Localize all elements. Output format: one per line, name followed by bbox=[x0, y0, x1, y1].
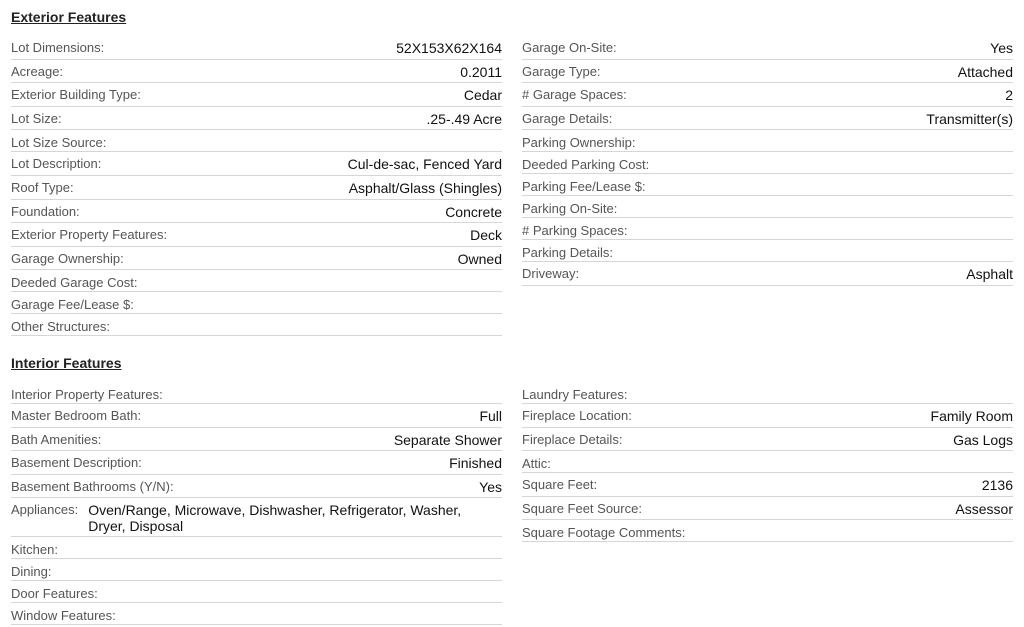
field-row-fireplace-location bbox=[522, 404, 1013, 428]
field-value: Cedar bbox=[463, 87, 502, 104]
field-row-garage-type bbox=[522, 60, 1013, 84]
field-label: Bath Amenities: bbox=[11, 431, 102, 447]
field-label: Square Feet: bbox=[522, 477, 598, 493]
field-value: Asphalt/Glass (Shingles) bbox=[348, 179, 502, 196]
field-value: Full bbox=[479, 408, 502, 424]
field-value: 0.2011 bbox=[460, 63, 502, 80]
field-label: Acreage: bbox=[11, 63, 64, 79]
field-value: Concrete bbox=[445, 203, 502, 220]
field-row-garage-on-site bbox=[522, 36, 1013, 60]
field-value: Family Room bbox=[930, 408, 1013, 424]
field-row-dining bbox=[11, 559, 502, 581]
field-value: 52X153X62X164 bbox=[396, 40, 502, 56]
field-row-interior-property-features bbox=[11, 382, 502, 404]
field-value: Oven/Range, Microwave, Dishwasher, Refrigerator, Washer, Dryer, Disposal bbox=[88, 502, 462, 535]
field-row-lot-dimensions bbox=[11, 36, 502, 60]
field-row-square-feet-source bbox=[522, 497, 1013, 521]
field-label: Door Features: bbox=[11, 586, 98, 602]
field-label: Garage On-Site: bbox=[522, 40, 617, 55]
field-row-basement-description bbox=[11, 451, 502, 475]
field-label: Exterior Building Type: bbox=[11, 87, 141, 103]
field-value: Asphalt bbox=[966, 266, 1013, 283]
field-label: Dining: bbox=[11, 564, 52, 580]
field-row-roof-type bbox=[11, 176, 502, 200]
field-label: Garage Type: bbox=[522, 63, 601, 79]
field-row-window-features bbox=[11, 603, 502, 625]
field-label: Parking Details: bbox=[522, 245, 614, 261]
field-value: Finished bbox=[449, 455, 502, 472]
field-label: Deeded Garage Cost: bbox=[11, 275, 138, 291]
field-row-kitchen bbox=[11, 537, 502, 559]
field-value: Attached bbox=[957, 63, 1013, 80]
interior-left-column bbox=[11, 382, 502, 625]
field-row-basement-bathrooms-y-n bbox=[11, 475, 502, 499]
field-label: Fireplace Details: bbox=[522, 431, 623, 447]
field-label: # Garage Spaces: bbox=[522, 87, 627, 103]
field-label: Attic: bbox=[522, 456, 551, 472]
field-label: Interior Property Features: bbox=[11, 387, 163, 402]
field-label: Parking Ownership: bbox=[522, 135, 636, 151]
field-label: Lot Size: bbox=[11, 110, 62, 126]
exterior-features-heading: Exterior Features bbox=[11, 9, 127, 25]
field-label: Laundry Features: bbox=[522, 387, 628, 402]
field-label: Master Bedroom Bath: bbox=[11, 408, 142, 423]
exterior-left-column bbox=[11, 36, 502, 336]
field-row-driveway bbox=[522, 262, 1013, 286]
field-label: Appliances: bbox=[11, 502, 79, 518]
interior-right-column bbox=[522, 382, 1013, 542]
field-row-garage-details bbox=[522, 107, 1013, 131]
field-value: Deck bbox=[470, 227, 502, 244]
field-row-parking-on-site bbox=[522, 196, 1013, 218]
field-label: Lot Size Source: bbox=[11, 135, 107, 151]
field-label: Window Features: bbox=[11, 608, 116, 624]
field-row-lot-size-source bbox=[11, 130, 502, 152]
field-row-acreage bbox=[11, 60, 502, 84]
field-label: Kitchen: bbox=[11, 542, 58, 558]
field-label: Garage Details: bbox=[522, 110, 613, 126]
field-label: Basement Description: bbox=[11, 455, 142, 471]
field-label: Deeded Parking Cost: bbox=[522, 157, 650, 173]
field-row-fireplace-details bbox=[522, 428, 1013, 452]
field-row-square-feet bbox=[522, 473, 1013, 497]
field-label: Square Feet Source: bbox=[522, 500, 642, 516]
field-row-bath-amenities bbox=[11, 428, 502, 452]
field-label: Garage Fee/Lease $: bbox=[11, 297, 134, 313]
field-row-square-footage-comments bbox=[522, 520, 1013, 542]
field-row-exterior-property-features bbox=[11, 223, 502, 247]
field-value: Yes bbox=[479, 478, 502, 495]
field-row-master-bedroom-bath bbox=[11, 404, 502, 428]
field-value: Assessor bbox=[955, 500, 1013, 517]
field-row-appliances bbox=[11, 498, 502, 537]
field-value: Gas Logs bbox=[953, 431, 1013, 448]
field-value: Transmitter(s) bbox=[926, 110, 1013, 127]
field-label: Lot Description: bbox=[11, 156, 102, 172]
field-value: 2136 bbox=[981, 477, 1013, 494]
field-row-garage-ownership bbox=[11, 247, 502, 271]
field-row-foundation bbox=[11, 200, 502, 224]
field-value: .25-.49 Acre bbox=[426, 110, 502, 127]
field-label: Fireplace Location: bbox=[522, 408, 632, 423]
field-row-deeded-garage-cost bbox=[11, 270, 502, 292]
field-label: Basement Bathrooms (Y/N): bbox=[11, 478, 174, 494]
field-label: Parking On-Site: bbox=[522, 201, 618, 217]
field-value: 2 bbox=[1005, 87, 1013, 104]
field-row-laundry-features bbox=[522, 382, 1013, 404]
field-label: Lot Dimensions: bbox=[11, 40, 105, 55]
field-row-lot-size bbox=[11, 107, 502, 131]
field-row-parking-ownership bbox=[522, 130, 1013, 152]
field-label: # Parking Spaces: bbox=[522, 223, 628, 239]
field-value: Cul-de-sac, Fenced Yard bbox=[347, 156, 502, 173]
field-row-other-structures bbox=[11, 314, 502, 336]
field-row-parking-details bbox=[522, 240, 1013, 262]
field-label: Exterior Property Features: bbox=[11, 227, 168, 243]
field-row-door-features bbox=[11, 581, 502, 603]
field-row-parking-spaces bbox=[522, 218, 1013, 240]
field-value: Yes bbox=[990, 40, 1013, 56]
field-label: Garage Ownership: bbox=[11, 250, 124, 266]
interior-features-heading: Interior Features bbox=[11, 355, 122, 371]
field-label: Square Footage Comments: bbox=[522, 525, 686, 541]
field-value: Owned bbox=[457, 250, 502, 267]
field-row-garage-fee-lease bbox=[11, 292, 502, 314]
field-label: Other Structures: bbox=[11, 319, 110, 335]
exterior-right-column bbox=[522, 36, 1013, 286]
field-label: Foundation: bbox=[11, 203, 80, 219]
field-row-parking-fee-lease bbox=[522, 174, 1013, 196]
field-label: Roof Type: bbox=[11, 179, 74, 195]
field-row-deeded-parking-cost bbox=[522, 152, 1013, 174]
field-row-garage-spaces bbox=[522, 83, 1013, 107]
field-value: Separate Shower bbox=[393, 431, 502, 448]
field-row-exterior-building-type bbox=[11, 83, 502, 107]
field-row-lot-description bbox=[11, 152, 502, 176]
field-label: Driveway: bbox=[522, 266, 580, 282]
field-label: Parking Fee/Lease $: bbox=[522, 179, 646, 195]
field-row-attic bbox=[522, 451, 1013, 473]
